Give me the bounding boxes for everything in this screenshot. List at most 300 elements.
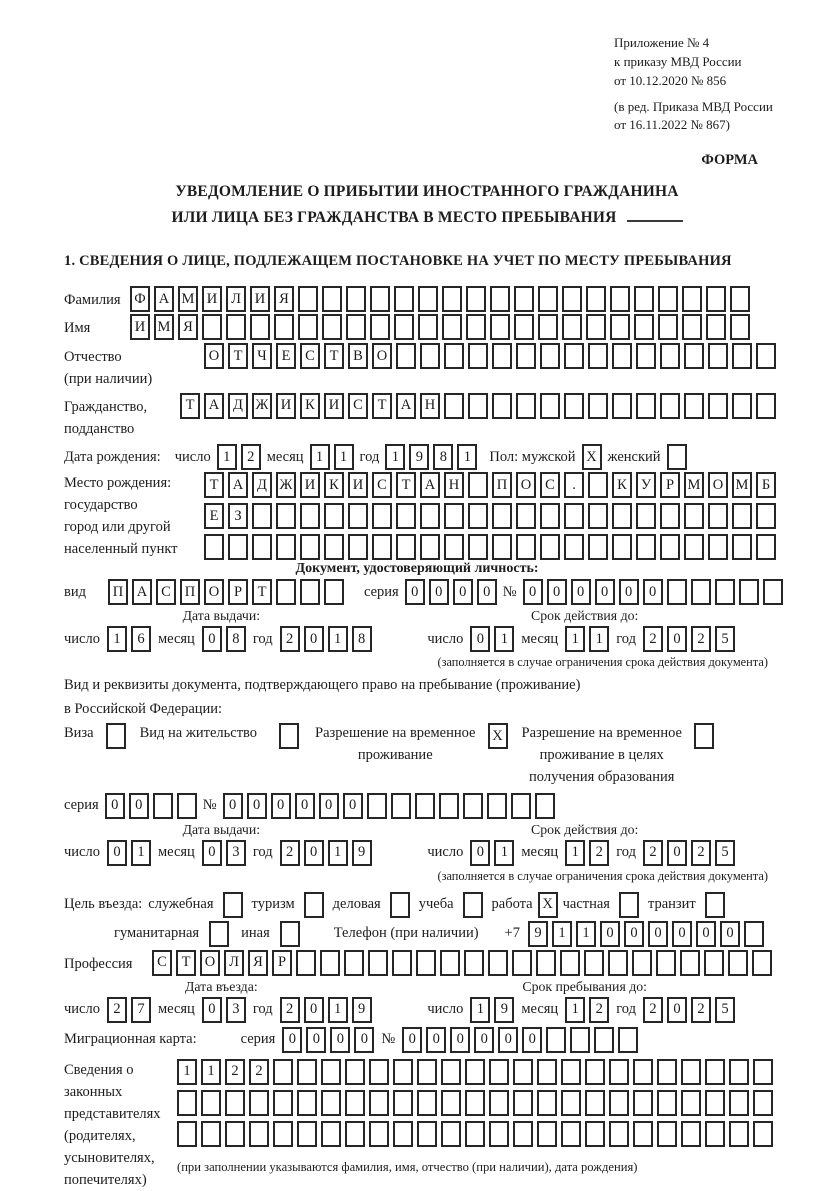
char-cell[interactable]	[732, 534, 752, 560]
char-cell[interactable]	[513, 1059, 533, 1085]
char-cell[interactable]	[561, 1121, 581, 1147]
char-cell[interactable]	[513, 1090, 533, 1116]
char-cell[interactable]	[280, 921, 300, 947]
char-cell[interactable]	[634, 314, 654, 340]
char-cell[interactable]	[584, 950, 604, 976]
char-cell[interactable]: Д	[228, 393, 248, 419]
purpose-work-checkbox[interactable]	[538, 892, 558, 918]
char-cell[interactable]	[618, 1027, 638, 1053]
char-cell[interactable]	[490, 286, 510, 312]
char-cell[interactable]	[441, 1090, 461, 1116]
char-cell[interactable]	[512, 950, 532, 976]
char-cell[interactable]: 1	[217, 444, 237, 470]
char-cell[interactable]	[660, 503, 680, 529]
sex-male-checkbox[interactable]	[582, 444, 602, 470]
char-cell[interactable]	[442, 286, 462, 312]
char-cell[interactable]	[730, 314, 750, 340]
char-cell[interactable]	[465, 1090, 485, 1116]
char-cell[interactable]	[392, 950, 412, 976]
char-cell[interactable]	[729, 1059, 749, 1085]
char-cell[interactable]: 1	[177, 1059, 197, 1085]
char-cell[interactable]: Ж	[276, 472, 296, 498]
char-cell[interactable]	[298, 314, 318, 340]
representatives-row3-input[interactable]	[177, 1121, 773, 1147]
stay-year-input[interactable]	[643, 997, 735, 1023]
char-cell[interactable]	[538, 286, 558, 312]
issue-month-input[interactable]	[202, 626, 246, 652]
char-cell[interactable]: 9	[528, 921, 548, 947]
char-cell[interactable]: 9	[352, 997, 372, 1023]
char-cell[interactable]: .	[564, 472, 584, 498]
char-cell[interactable]	[297, 1121, 317, 1147]
char-cell[interactable]: А	[132, 579, 152, 605]
char-cell[interactable]: X	[488, 723, 508, 749]
char-cell[interactable]	[560, 950, 580, 976]
char-cell[interactable]	[444, 534, 464, 560]
char-cell[interactable]: 1	[107, 626, 127, 652]
char-cell[interactable]: Ж	[252, 393, 272, 419]
temp-residence-edu-checkbox[interactable]	[694, 723, 714, 749]
residence-expiry-month-input[interactable]	[565, 840, 609, 866]
char-cell[interactable]	[704, 950, 724, 976]
expiry-month-input[interactable]	[565, 626, 609, 652]
char-cell[interactable]	[209, 921, 229, 947]
char-cell[interactable]	[468, 503, 488, 529]
char-cell[interactable]	[585, 1090, 605, 1116]
residence-expiry-day-input[interactable]	[470, 840, 514, 866]
purpose-private-checkbox[interactable]	[619, 892, 639, 918]
char-cell[interactable]: О	[204, 343, 224, 369]
char-cell[interactable]: 0	[571, 579, 591, 605]
char-cell[interactable]: 1	[552, 921, 572, 947]
char-cell[interactable]: 0	[304, 997, 324, 1023]
purpose-transit-checkbox[interactable]	[705, 892, 725, 918]
char-cell[interactable]: 1	[589, 626, 609, 652]
char-cell[interactable]	[610, 286, 630, 312]
char-cell[interactable]	[667, 444, 687, 470]
char-cell[interactable]	[367, 793, 387, 819]
char-cell[interactable]	[708, 343, 728, 369]
char-cell[interactable]	[514, 314, 534, 340]
char-cell[interactable]: 5	[715, 840, 735, 866]
char-cell[interactable]	[442, 314, 462, 340]
char-cell[interactable]: 1	[131, 840, 151, 866]
char-cell[interactable]: 0	[624, 921, 644, 947]
char-cell[interactable]	[636, 343, 656, 369]
char-cell[interactable]: А	[154, 286, 174, 312]
birth-place-row2-input[interactable]	[204, 503, 776, 529]
char-cell[interactable]: X	[538, 892, 558, 918]
char-cell[interactable]	[682, 314, 702, 340]
char-cell[interactable]: К	[612, 472, 632, 498]
char-cell[interactable]	[537, 1059, 557, 1085]
char-cell[interactable]	[348, 503, 368, 529]
char-cell[interactable]: Т	[228, 343, 248, 369]
char-cell[interactable]: И	[276, 393, 296, 419]
char-cell[interactable]	[225, 1121, 245, 1147]
char-cell[interactable]	[588, 534, 608, 560]
char-cell[interactable]: П	[108, 579, 128, 605]
char-cell[interactable]: А	[204, 393, 224, 419]
char-cell[interactable]	[708, 393, 728, 419]
char-cell[interactable]: 0	[271, 793, 291, 819]
char-cell[interactable]: М	[732, 472, 752, 498]
char-cell[interactable]	[516, 534, 536, 560]
char-cell[interactable]: 0	[547, 579, 567, 605]
char-cell[interactable]	[511, 793, 531, 819]
residence-series-input[interactable]	[105, 793, 197, 819]
char-cell[interactable]: 9	[494, 997, 514, 1023]
char-cell[interactable]	[468, 393, 488, 419]
visa-checkbox[interactable]	[106, 723, 126, 749]
stay-month-input[interactable]	[565, 997, 609, 1023]
char-cell[interactable]	[594, 1027, 614, 1053]
char-cell[interactable]: 0	[470, 626, 490, 652]
purpose-humanitarian-checkbox[interactable]	[209, 921, 229, 947]
char-cell[interactable]: У	[636, 472, 656, 498]
char-cell[interactable]: 8	[226, 626, 246, 652]
char-cell[interactable]: 0	[643, 579, 663, 605]
char-cell[interactable]: Ф	[130, 286, 150, 312]
char-cell[interactable]	[322, 314, 342, 340]
char-cell[interactable]	[324, 579, 344, 605]
char-cell[interactable]	[708, 503, 728, 529]
char-cell[interactable]	[369, 1059, 389, 1085]
char-cell[interactable]: Т	[324, 343, 344, 369]
char-cell[interactable]	[634, 286, 654, 312]
char-cell[interactable]	[418, 314, 438, 340]
char-cell[interactable]	[345, 1121, 365, 1147]
char-cell[interactable]: 7	[131, 997, 151, 1023]
char-cell[interactable]	[570, 1027, 590, 1053]
char-cell[interactable]: 3	[226, 840, 246, 866]
char-cell[interactable]: 2	[691, 626, 711, 652]
char-cell[interactable]	[345, 1090, 365, 1116]
char-cell[interactable]: 0	[648, 921, 668, 947]
char-cell[interactable]	[415, 793, 435, 819]
char-cell[interactable]	[667, 579, 687, 605]
char-cell[interactable]	[561, 1090, 581, 1116]
char-cell[interactable]	[540, 343, 560, 369]
char-cell[interactable]: К	[300, 393, 320, 419]
char-cell[interactable]	[466, 314, 486, 340]
char-cell[interactable]	[391, 793, 411, 819]
char-cell[interactable]	[763, 579, 783, 605]
char-cell[interactable]	[324, 534, 344, 560]
char-cell[interactable]	[276, 503, 296, 529]
char-cell[interactable]: О	[200, 950, 220, 976]
char-cell[interactable]	[464, 950, 484, 976]
char-cell[interactable]: 2	[280, 626, 300, 652]
char-cell[interactable]	[420, 343, 440, 369]
char-cell[interactable]: Л	[226, 286, 246, 312]
char-cell[interactable]: О	[372, 343, 392, 369]
char-cell[interactable]: Л	[224, 950, 244, 976]
expiry-year-input[interactable]	[643, 626, 735, 652]
char-cell[interactable]: 0	[282, 1027, 302, 1053]
char-cell[interactable]	[279, 723, 299, 749]
char-cell[interactable]	[441, 1121, 461, 1147]
char-cell[interactable]: Т	[372, 393, 392, 419]
char-cell[interactable]: 0	[470, 840, 490, 866]
char-cell[interactable]: 6	[131, 626, 151, 652]
char-cell[interactable]	[300, 534, 320, 560]
char-cell[interactable]: С	[372, 472, 392, 498]
purpose-official-checkbox[interactable]	[223, 892, 243, 918]
given-name-input[interactable]	[130, 314, 750, 340]
char-cell[interactable]	[492, 343, 512, 369]
char-cell[interactable]	[636, 393, 656, 419]
char-cell[interactable]	[249, 1121, 269, 1147]
char-cell[interactable]	[390, 892, 410, 918]
char-cell[interactable]: 0	[523, 579, 543, 605]
char-cell[interactable]	[656, 950, 676, 976]
residence-expiry-year-input[interactable]	[643, 840, 735, 866]
doc-series-input[interactable]	[405, 579, 497, 605]
char-cell[interactable]	[348, 534, 368, 560]
char-cell[interactable]	[223, 892, 243, 918]
char-cell[interactable]: 0	[330, 1027, 350, 1053]
char-cell[interactable]: 1	[494, 840, 514, 866]
char-cell[interactable]	[564, 393, 584, 419]
char-cell[interactable]: 0	[343, 793, 363, 819]
char-cell[interactable]: 9	[409, 444, 429, 470]
char-cell[interactable]	[756, 393, 776, 419]
char-cell[interactable]	[226, 314, 246, 340]
char-cell[interactable]	[682, 286, 702, 312]
char-cell[interactable]	[706, 314, 726, 340]
char-cell[interactable]: 2	[589, 997, 609, 1023]
char-cell[interactable]: 1	[310, 444, 330, 470]
char-cell[interactable]: 2	[241, 444, 261, 470]
char-cell[interactable]: 0	[696, 921, 716, 947]
char-cell[interactable]	[540, 503, 560, 529]
char-cell[interactable]	[660, 393, 680, 419]
char-cell[interactable]	[417, 1121, 437, 1147]
char-cell[interactable]	[298, 286, 318, 312]
char-cell[interactable]	[658, 314, 678, 340]
char-cell[interactable]	[657, 1059, 677, 1085]
char-cell[interactable]: 0	[105, 793, 125, 819]
char-cell[interactable]: 1	[494, 626, 514, 652]
char-cell[interactable]: 0	[202, 840, 222, 866]
residence-permit-checkbox[interactable]	[279, 723, 299, 749]
char-cell[interactable]	[732, 393, 752, 419]
char-cell[interactable]	[300, 503, 320, 529]
purpose-other-checkbox[interactable]	[280, 921, 300, 947]
char-cell[interactable]	[561, 1059, 581, 1085]
char-cell[interactable]	[439, 793, 459, 819]
char-cell[interactable]	[535, 793, 555, 819]
char-cell[interactable]: С	[540, 472, 560, 498]
char-cell[interactable]	[273, 1121, 293, 1147]
char-cell[interactable]	[204, 534, 224, 560]
char-cell[interactable]	[562, 314, 582, 340]
char-cell[interactable]: Я	[248, 950, 268, 976]
char-cell[interactable]	[681, 1059, 701, 1085]
char-cell[interactable]	[586, 314, 606, 340]
char-cell[interactable]	[540, 393, 560, 419]
char-cell[interactable]	[153, 793, 173, 819]
char-cell[interactable]	[609, 1090, 629, 1116]
char-cell[interactable]	[321, 1121, 341, 1147]
char-cell[interactable]	[304, 892, 324, 918]
char-cell[interactable]: X	[582, 444, 602, 470]
char-cell[interactable]	[691, 579, 711, 605]
char-cell[interactable]: 1	[201, 1059, 221, 1085]
char-cell[interactable]	[346, 286, 366, 312]
char-cell[interactable]	[322, 286, 342, 312]
char-cell[interactable]: А	[228, 472, 248, 498]
purpose-business-checkbox[interactable]	[390, 892, 410, 918]
char-cell[interactable]	[612, 343, 632, 369]
char-cell[interactable]	[252, 534, 272, 560]
char-cell[interactable]: Р	[228, 579, 248, 605]
char-cell[interactable]	[273, 1059, 293, 1085]
char-cell[interactable]	[250, 314, 270, 340]
birth-month-input[interactable]	[310, 444, 354, 470]
char-cell[interactable]	[487, 793, 507, 819]
char-cell[interactable]	[657, 1090, 677, 1116]
char-cell[interactable]	[344, 950, 364, 976]
char-cell[interactable]: 1	[457, 444, 477, 470]
char-cell[interactable]: 1	[565, 840, 585, 866]
char-cell[interactable]	[420, 503, 440, 529]
char-cell[interactable]: О	[204, 579, 224, 605]
char-cell[interactable]: 2	[107, 997, 127, 1023]
char-cell[interactable]	[612, 393, 632, 419]
char-cell[interactable]	[564, 503, 584, 529]
char-cell[interactable]	[732, 503, 752, 529]
char-cell[interactable]	[513, 1121, 533, 1147]
char-cell[interactable]: 1	[470, 997, 490, 1023]
char-cell[interactable]: Н	[444, 472, 464, 498]
char-cell[interactable]	[396, 503, 416, 529]
char-cell[interactable]: И	[250, 286, 270, 312]
char-cell[interactable]: 0	[667, 997, 687, 1023]
char-cell[interactable]	[633, 1059, 653, 1085]
char-cell[interactable]: И	[348, 472, 368, 498]
char-cell[interactable]: 1	[565, 626, 585, 652]
char-cell[interactable]: С	[300, 343, 320, 369]
char-cell[interactable]	[514, 286, 534, 312]
char-cell[interactable]	[444, 393, 464, 419]
char-cell[interactable]	[633, 1121, 653, 1147]
char-cell[interactable]	[201, 1090, 221, 1116]
char-cell[interactable]	[463, 892, 483, 918]
char-cell[interactable]: 1	[334, 444, 354, 470]
char-cell[interactable]	[730, 286, 750, 312]
char-cell[interactable]	[465, 1059, 485, 1085]
char-cell[interactable]	[753, 1121, 773, 1147]
char-cell[interactable]	[201, 1121, 221, 1147]
char-cell[interactable]	[585, 1121, 605, 1147]
char-cell[interactable]	[489, 1059, 509, 1085]
char-cell[interactable]	[393, 1121, 413, 1147]
char-cell[interactable]	[633, 1090, 653, 1116]
char-cell[interactable]: Я	[178, 314, 198, 340]
char-cell[interactable]	[684, 393, 704, 419]
char-cell[interactable]	[369, 1121, 389, 1147]
char-cell[interactable]	[345, 1059, 365, 1085]
char-cell[interactable]: С	[156, 579, 176, 605]
purpose-study-checkbox[interactable]	[463, 892, 483, 918]
char-cell[interactable]	[396, 534, 416, 560]
char-cell[interactable]	[564, 343, 584, 369]
char-cell[interactable]	[729, 1121, 749, 1147]
char-cell[interactable]: Т	[396, 472, 416, 498]
char-cell[interactable]	[684, 503, 704, 529]
entry-day-input[interactable]	[107, 997, 151, 1023]
migration-series-input[interactable]	[282, 1027, 374, 1053]
birth-place-row3-input[interactable]	[204, 534, 776, 560]
char-cell[interactable]	[632, 950, 652, 976]
char-cell[interactable]	[202, 314, 222, 340]
char-cell[interactable]	[463, 793, 483, 819]
char-cell[interactable]: 0	[672, 921, 692, 947]
char-cell[interactable]	[372, 503, 392, 529]
char-cell[interactable]	[536, 950, 556, 976]
char-cell[interactable]	[729, 1090, 749, 1116]
char-cell[interactable]	[705, 892, 725, 918]
char-cell[interactable]	[564, 534, 584, 560]
char-cell[interactable]: 0	[498, 1027, 518, 1053]
char-cell[interactable]: 0	[354, 1027, 374, 1053]
char-cell[interactable]: 1	[576, 921, 596, 947]
char-cell[interactable]	[488, 950, 508, 976]
char-cell[interactable]	[684, 534, 704, 560]
char-cell[interactable]: 2	[589, 840, 609, 866]
char-cell[interactable]: 2	[643, 626, 663, 652]
char-cell[interactable]: 0	[306, 1027, 326, 1053]
char-cell[interactable]	[612, 534, 632, 560]
char-cell[interactable]: 0	[223, 793, 243, 819]
char-cell[interactable]	[562, 286, 582, 312]
char-cell[interactable]	[756, 534, 776, 560]
char-cell[interactable]	[321, 1059, 341, 1085]
char-cell[interactable]	[273, 1090, 293, 1116]
char-cell[interactable]: И	[300, 472, 320, 498]
char-cell[interactable]	[537, 1090, 557, 1116]
char-cell[interactable]	[537, 1121, 557, 1147]
char-cell[interactable]	[538, 314, 558, 340]
char-cell[interactable]: П	[492, 472, 512, 498]
char-cell[interactable]	[393, 1059, 413, 1085]
char-cell[interactable]: 2	[280, 997, 300, 1023]
char-cell[interactable]: 0	[247, 793, 267, 819]
char-cell[interactable]: 1	[328, 997, 348, 1023]
char-cell[interactable]	[300, 579, 320, 605]
char-cell[interactable]	[468, 472, 488, 498]
char-cell[interactable]: 0	[429, 579, 449, 605]
char-cell[interactable]: К	[324, 472, 344, 498]
char-cell[interactable]: 2	[643, 997, 663, 1023]
char-cell[interactable]: И	[202, 286, 222, 312]
expiry-day-input[interactable]	[470, 626, 514, 652]
char-cell[interactable]	[609, 1059, 629, 1085]
char-cell[interactable]	[297, 1059, 317, 1085]
char-cell[interactable]: З	[228, 503, 248, 529]
char-cell[interactable]	[705, 1059, 725, 1085]
char-cell[interactable]: 9	[352, 840, 372, 866]
char-cell[interactable]: 0	[405, 579, 425, 605]
char-cell[interactable]	[516, 503, 536, 529]
char-cell[interactable]: 5	[715, 997, 735, 1023]
char-cell[interactable]: 2	[691, 840, 711, 866]
char-cell[interactable]: И	[324, 393, 344, 419]
residence-issue-month-input[interactable]	[202, 840, 246, 866]
purpose-tourism-checkbox[interactable]	[304, 892, 324, 918]
